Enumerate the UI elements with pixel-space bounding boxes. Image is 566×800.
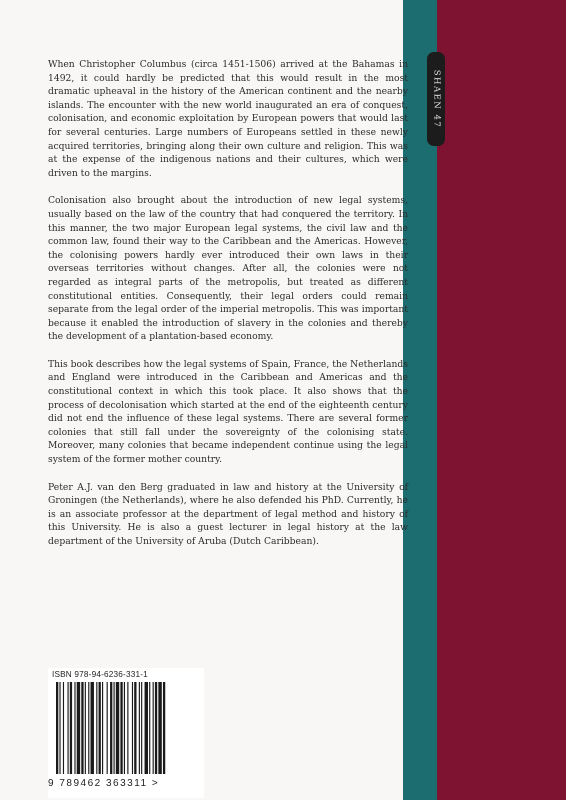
barcode-digits: 9 789462 363311 > — [48, 778, 160, 789]
blurb-paragraph-3: This book describes how the legal systems of Spain, France, the Netherlands and England were introduced in the Caribbean and Americas and the constitutional context in which this took place. It also shows that the process of decolonisation which started at the end of the eighteenth century did not end the influence of these legal systems. There are several former colonies that still fall under the sovereignty of the colonising state. Moreover, many colonies that became independent continue using the legal system of the former mother country. — [48, 358, 408, 466]
barcode-bar — [91, 682, 94, 774]
maroon-cover-band — [437, 0, 566, 800]
series-label-tab — [427, 52, 445, 146]
blurb-text — [48, 58, 408, 563]
barcode-bar — [134, 682, 136, 774]
series-label: SHAEN 47 — [431, 69, 442, 129]
barcode-bar — [139, 682, 140, 774]
barcode-bar — [68, 682, 69, 774]
barcode-bar — [96, 682, 97, 774]
barcode-bar — [88, 682, 89, 774]
barcode-bar — [110, 682, 112, 774]
barcode-bar — [120, 682, 122, 774]
blurb-paragraph-1: When Christopher Columbus (circa 1451-1506) arrived at the Bahamas in 1492, it could hardly be predicted that this would result in the most dramatic upheaval in the history of the American continent and the nearby islands. The encounter with the new world inaugurated an era of conquest, colonisation, and economic exploitation by European powers that would last for several centuries. Large numbers of Europeans settled in these newly acquired territories, bringing along their own culture and religion. This was at the expense of the indigenous nations and their cultures, which were driven to the margins. — [48, 59, 408, 179]
barcode-bar — [145, 682, 148, 774]
barcode-bar — [149, 682, 150, 774]
isbn-barcode-box — [48, 668, 204, 798]
barcode-bar — [77, 682, 80, 774]
barcode-bar — [124, 682, 125, 774]
barcode-bar — [102, 682, 103, 774]
isbn-label: ISBN 978-94-6236-331-1 — [52, 670, 148, 679]
barcode-bar — [132, 682, 133, 774]
barcode-bar — [155, 682, 157, 774]
barcode-icon — [56, 682, 200, 786]
barcode-bar — [158, 682, 161, 774]
author-bio-paragraph: Peter A.J. van den Berg graduated in law and history at the University of Groningen (the Netherlands), where he also defended his PhD. Currently, he is an associate professor at the department of legal method and history of this University. He is also a guest lecturer in legal history at the law department of the University of Aruba (Dutch Caribbean). — [48, 481, 408, 547]
barcode-bar — [81, 682, 83, 774]
barcode-bar — [114, 682, 115, 774]
barcode-bar — [63, 682, 64, 774]
barcode-bar — [70, 682, 72, 774]
barcode-bar — [127, 682, 128, 774]
barcode-bar — [141, 682, 142, 774]
barcode-bar — [153, 682, 154, 774]
barcode-bar — [99, 682, 101, 774]
barcode-bar — [74, 682, 75, 774]
barcode-bar — [85, 682, 86, 774]
barcode-bar — [116, 682, 119, 774]
barcode-bar — [163, 682, 165, 774]
barcode-bar — [56, 682, 58, 774]
blurb-paragraph-2: Colonisation also brought about the introduction of new legal systems, usually based on the law of the country that had conquered the territory. In this manner, the two major European legal systems, the civil law and the common law, found their way to the Caribbean and the Americas. However, the colonising powers hardly ever introduced their own laws in their overseas territories without changes. After all, the colonies were not regarded as integral parts of the metropolis, but treated as different constitutional entities. Consequently, their legal orders could remain separate from the legal order of the imperial metropolis. This was important because it enabled the introduction of slavery in the colonies and thereby the development of a plantation-based economy. — [48, 195, 408, 343]
barcode-bar — [107, 682, 108, 774]
barcode-bar — [59, 682, 60, 774]
